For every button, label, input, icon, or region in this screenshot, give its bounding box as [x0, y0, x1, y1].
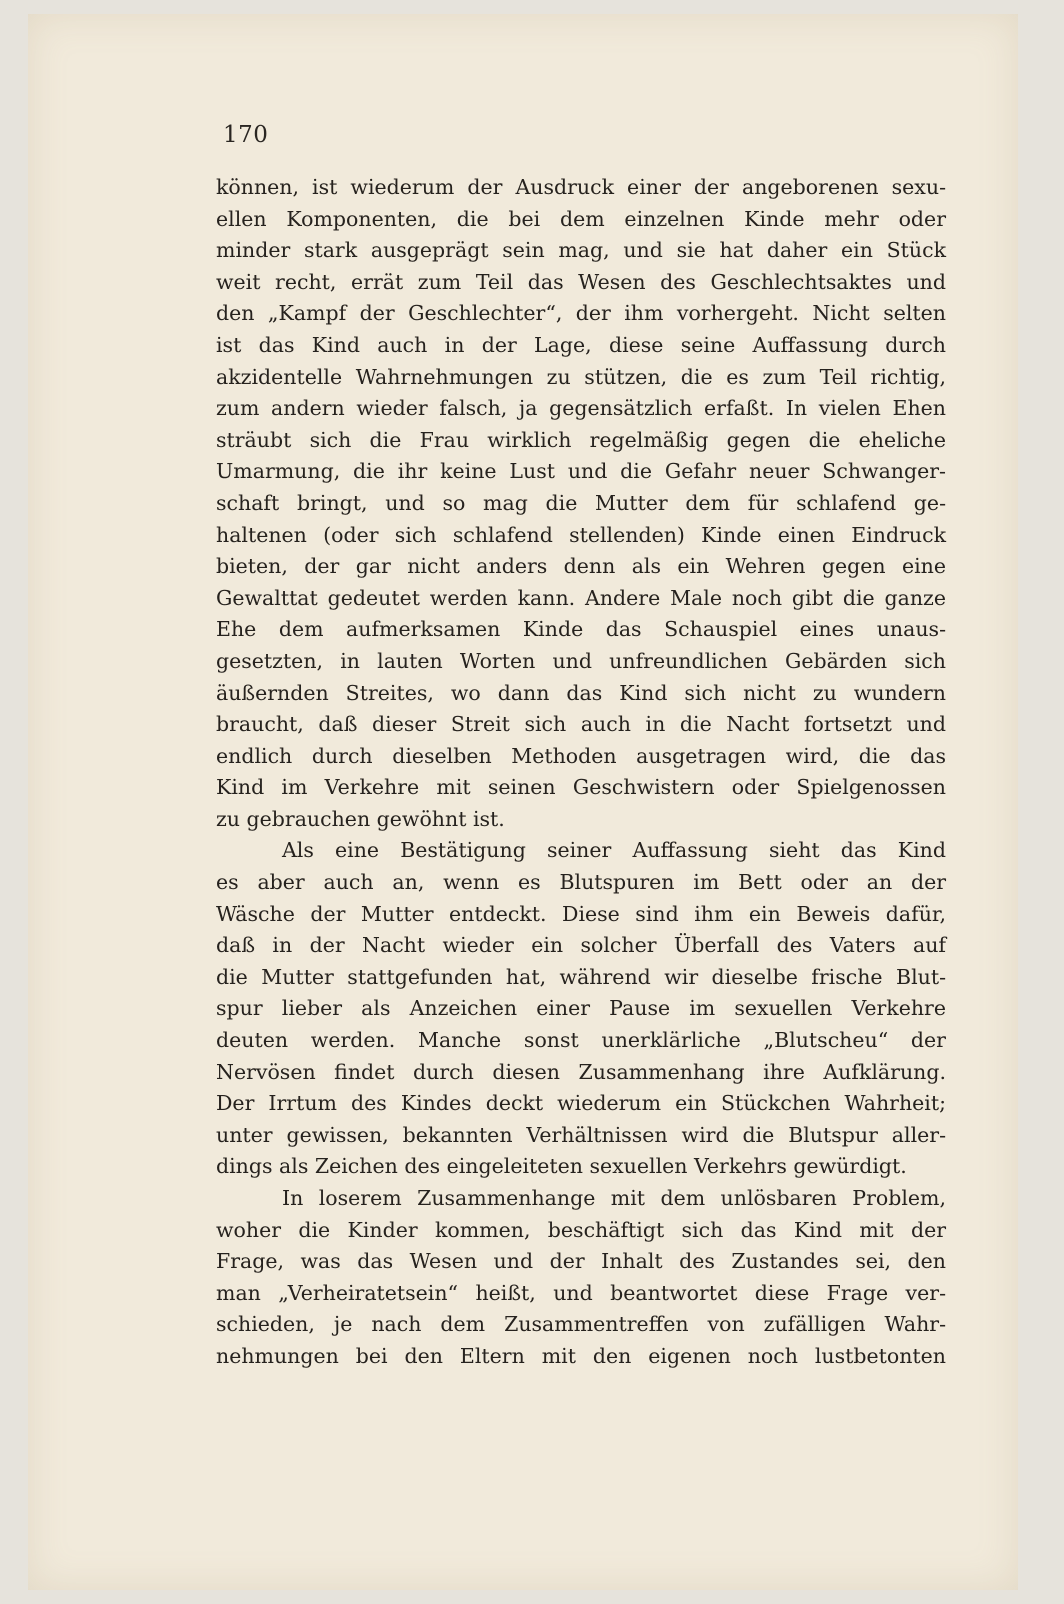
text-line: spur lieber als Anzeichen einer Pause im sexuellen Verkehre	[216, 996, 946, 1021]
text-line: Frage, was das Wesen und der Inhalt des Zustandes sei, den	[216, 1249, 946, 1274]
text-line: woher die Kinder kommen, beschäftigt sich das Kind mit der	[216, 1217, 946, 1242]
text-line: äußernden Streites, wo dann das Kind sich nicht zu wundern	[216, 680, 946, 705]
text-line: Nervösen findet durch diesen Zusammenhang ihre Aufklärung.	[216, 1059, 946, 1084]
text-line: zum andern wieder falsch, ja gegensätzlich erfaßt. In vielen Ehen	[216, 396, 946, 421]
text-line: haltenen (oder sich schlafend stellenden) Kinde einen Eindruck	[216, 522, 946, 547]
text-line: Kind im Verkehre mit seinen Geschwistern oder Spielgenossen	[216, 775, 946, 800]
text-line: schaft bringt, und so mag die Mutter dem für schlafend ge-	[216, 490, 946, 515]
text-line: weit recht, errät zum Teil das Wesen des Geschlechtsaktes und	[216, 269, 946, 294]
body-text	[216, 172, 946, 1373]
text-line: die Mutter stattgefunden hat, während wir dieselbe frische Blut-	[216, 964, 946, 989]
text-line: zu gebrauchen gewöhnt ist.	[216, 806, 505, 831]
text-line: ist das Kind auch in der Lage, diese seine Auffassung durch	[216, 332, 946, 357]
text-line: dings als Zeichen des eingeleiteten sexuellen Verkehrs gewürdigt.	[216, 1154, 907, 1179]
text-line: den „Kampf der Geschlechter“, der ihm vorhergeht. Nicht selten	[216, 301, 946, 326]
text-line: Der Irrtum des Kindes deckt wiederum ein Stückchen Wahrheit;	[216, 1091, 946, 1116]
text-line: ellen Komponenten, die bei dem einzelnen Kinde mehr oder	[216, 206, 946, 231]
text-line: akzidentelle Wahrnehmungen zu stützen, die es zum Teil richtig,	[216, 364, 946, 389]
book-page	[28, 14, 1018, 1590]
text-line: Gewalttat gedeutet werden kann. Andere Male noch gibt die ganze	[216, 585, 946, 610]
text-line: man „Verheiratetsein“ heißt, und beantwortet diese Frage ver-	[216, 1280, 946, 1305]
text-line: In loserem Zusammenhange mit dem unlösbaren Problem,	[282, 1186, 946, 1210]
text-line: daß in der Nacht wieder ein solcher Überfall des Vaters auf	[216, 933, 946, 958]
text-line: braucht, daß dieser Streit sich auch in die Nacht fortsetzt und	[216, 712, 946, 737]
text-line: deuten werden. Manche sonst unerklärliche „Blutscheu“ der	[216, 1028, 946, 1053]
text-line: unter gewissen, bekannten Verhältnissen wird die Blutspur aller-	[216, 1122, 946, 1147]
text-line: Umarmung, die ihr keine Lust und die Gefahr neuer Schwanger-	[216, 459, 946, 484]
text-line: endlich durch dieselben Methoden ausgetragen wird, die das	[216, 743, 946, 768]
text-line: Wäsche der Mutter entdeckt. Diese sind ihm ein Beweis dafür,	[216, 901, 946, 926]
text-line: können, ist wiederum der Ausdruck einer der angeborenen sexu-	[216, 175, 946, 199]
text-line: gesetzten, in lauten Worten und unfreundlichen Gebärden sich	[216, 648, 946, 673]
text-line: Als eine Bestätigung seiner Auffassung sieht das Kind	[282, 838, 946, 863]
text-line: sträubt sich die Frau wirklich regelmäßig gegen die eheliche	[216, 427, 946, 452]
page-number: 170	[223, 122, 269, 148]
text-line: nehmungen bei den Eltern mit den eigenen noch lustbetonten	[216, 1343, 946, 1368]
text-line: schieden, je nach dem Zusammentreffen von zufälligen Wahr-	[216, 1312, 946, 1337]
text-line: minder stark ausgeprägt sein mag, und sie hat daher ein Stück	[216, 238, 946, 263]
text-line: bieten, der gar nicht anders denn als ein Wehren gegen eine	[216, 554, 946, 579]
text-line: Ehe dem aufmerksamen Kinde das Schauspiel eines unaus-	[216, 617, 946, 642]
text-line: es aber auch an, wenn es Blutspuren im Bett oder an der	[216, 870, 946, 895]
